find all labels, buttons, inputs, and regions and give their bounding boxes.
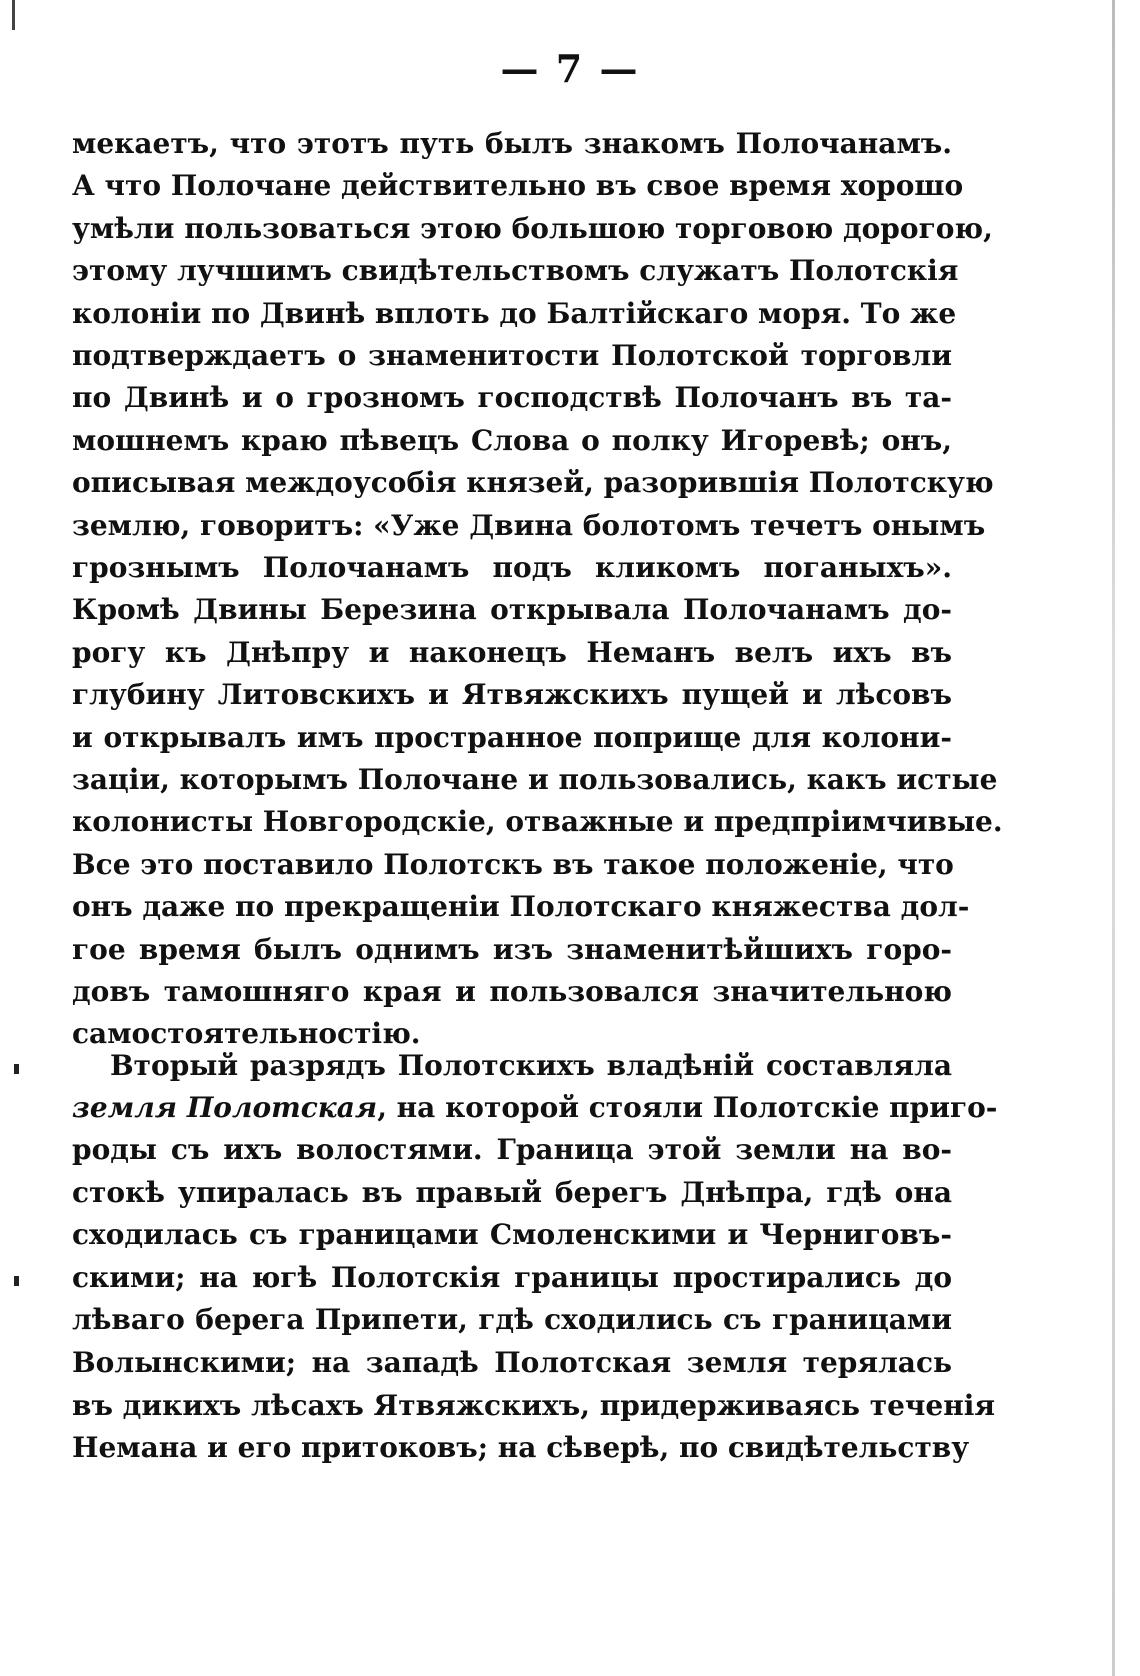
scan-mark (14, 1276, 19, 1286)
line-text: , на которой стояли Полотскіе приго- (377, 1091, 998, 1124)
paragraph-2-line: стокѣ упиралась въ правый берегъ Днѣпра, гдѣ она (72, 1175, 952, 1209)
paragraph-1-line: этому лучшимъ свидѣтельствомъ служатъ Полотскія (72, 254, 959, 288)
paragraph-1-line: довъ тамошняго края и пользовался значительною (72, 975, 952, 1008)
paragraph-1-line: самостоятельностію. (72, 1017, 421, 1051)
page-number: — 7 — (500, 46, 640, 91)
paragraph-1-line: Кромѣ Двины Березина открывала Полочанамъ до- (72, 593, 952, 627)
paragraph-2-line (72, 1088, 998, 1128)
paragraph-2-line: Волынскими; на западѣ Полотская земля терялась (72, 1346, 952, 1379)
paragraph-2-line: сходилась съ границами Смоленскими и Черниговъ- (72, 1218, 952, 1252)
paragraph-2-line: Немана и его притоковъ; на сѣверѣ, по свидѣтельству (72, 1431, 970, 1465)
paragraph-2-line: роды съ ихъ волостями. Граница этой земли на во- (72, 1133, 952, 1166)
paragraph-1-line: гое время былъ однимъ изъ знаменитѣйшихъ горо- (72, 932, 952, 966)
paragraph-1-line: описывая междоусобія князей, разорившія Полотскую (72, 466, 994, 500)
paragraph-1-line: умѣли пользоваться этою большою торговою дорогою, (72, 211, 993, 245)
scan-mark (14, 1064, 19, 1074)
scan-edge (1112, 0, 1115, 1676)
paragraph-1-line: заціи, которымъ Полочане и пользовались, какъ истые (72, 763, 998, 796)
paragraph-1-line: подтверждаетъ о знаменитости Полотской торговли (72, 339, 952, 372)
paragraph-1-line: Все это поставило Полотскъ въ такое положеніе, что (72, 847, 954, 881)
paragraph-1-line: рогу къ Днѣпру и наконецъ Неманъ велъ ихъ въ (72, 635, 952, 669)
paragraph-2-line: въ дикихъ лѣсахъ Ятвяжскихъ, придерживаясь теченія (72, 1388, 996, 1422)
paragraph-1-line: колонисты Новгородскіе, отважные и предпріимчивые. (72, 805, 1003, 839)
paragraph-1-line: глубину Литовскихъ и Ятвяжскихъ пущей и лѣсовъ (72, 678, 952, 712)
paragraph-1-line: колоніи по Двинѣ вплоть до Балтійскаго моря. То же (72, 296, 957, 330)
paragraph-1-line: землю, говоритъ: «Уже Двина болотомъ течетъ онымъ (72, 508, 986, 542)
scan-corner-mark (12, 0, 15, 30)
paragraph-1-line: онъ даже по прекращеніи Полотскаго княжества дол- (72, 890, 970, 924)
paragraph-1-line: по Двинѣ и о грозномъ господствѣ Полочанъ въ та- (72, 381, 952, 415)
paragraph-1-line: А что Полочане действительно въ свое время хорошо (72, 169, 964, 203)
paragraph-1-line: и открывалъ имъ пространное поприще для колони- (72, 720, 952, 754)
paragraph-2-line: лѣваго берега Припети, гдѣ сходились съ границами (72, 1303, 952, 1337)
paragraph-2-line: Вторый разрядъ Полотскихъ владѣній составляла (110, 1049, 952, 1082)
paragraph-1-line: грознымъ Полочанамъ подъ кликомъ поганыхъ». (72, 551, 952, 584)
paragraph-1-line: мекаетъ, что этотъ путь былъ знакомъ Полочанамъ. (72, 127, 952, 160)
paragraph-1-line: мошнемъ краю пѣвецъ Слова о полку Игоревѣ; онъ, (72, 423, 952, 457)
paragraph-2-line: скими; на югѣ Полотскія границы простирались до (72, 1260, 952, 1294)
italic-term: земля Полотская (72, 1091, 378, 1124)
